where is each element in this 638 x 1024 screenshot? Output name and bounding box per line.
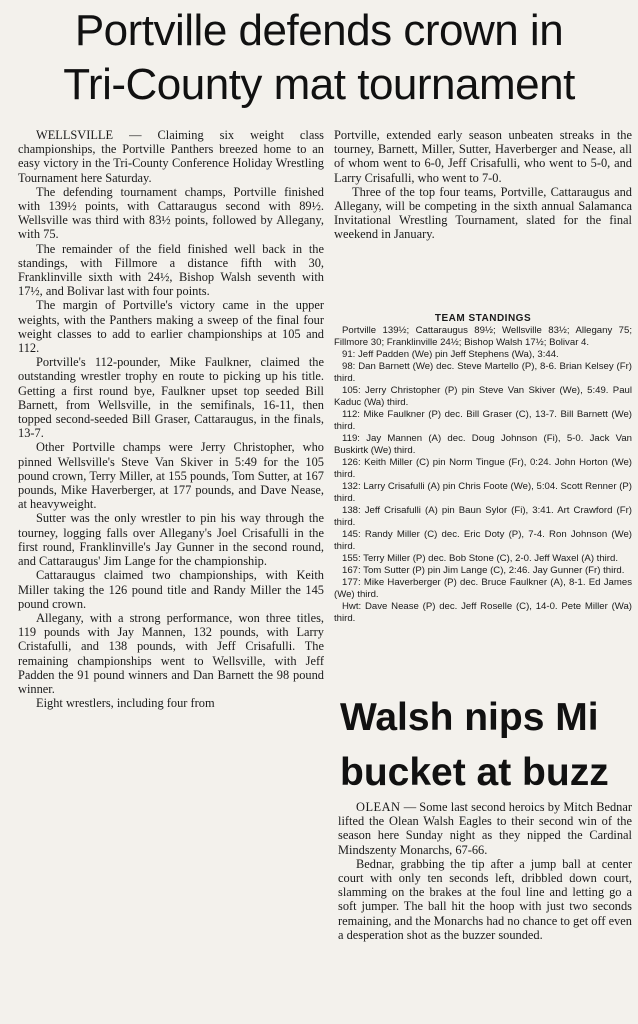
dateline: OLEAN <box>356 800 401 814</box>
article-text: — Some last second heroics by Mitch Bednar lifted the Olean Walsh Eagles to their second win of the season here Sunday night as they nipped the Cardinal Mindszenty Monarchs, 67-66. <box>338 800 632 857</box>
article-paragraph: Portville's 112-pounder, Mike Faulkner, claimed the outstanding wrestler trophy en route to picking up his title. Getting a first round bye, Faulkner upset top seeded Bill Barnett, from Wellsville, in the semifinals, 16-11, then topped second-seeded Bill Graser, Cattaraugus, in the finals, 13-7. <box>18 355 324 441</box>
weight-result: 132: Larry Crisafulli (A) pin Chris Foote (We), 5:04. Scott Renner (P) third. <box>334 481 632 504</box>
article-paragraph: Other Portville champs were Jerry Christopher, who pinned Wellsville's Steve Van Skiver in 5:49 for the 105 pound crown, Terry Miller, at 155 pounds, Tom Sutter, at 167 pounds, Mike Haverberger, at 177 pounds, and Dave Nease, at heavyweight. <box>18 440 324 512</box>
headline-line-2: Tri-County mat tournament <box>63 60 575 109</box>
weight-result: 105: Jerry Christopher (P) pin Steve Van Skiver (We), 5:49. Paul Kaduc (Wa) third. <box>334 385 632 408</box>
article-paragraph: Sutter was the only wrestler to pin his way through the tourney, logging falls over Allegany's Joel Crisafulli in the first round, Franklinville's Jay Gunner in the second round, and Cattaraugus' Jim Lange for the championship. <box>18 511 324 569</box>
article-paragraph: Three of the top four teams, Portville, Cattaraugus and Allegany, will be competing in the sixth annual Salamanca Invitational Wrestling Tournament, slated for the final weekend in January. <box>334 184 632 242</box>
weight-result: 177: Mike Haverberger (P) dec. Bruce Faulkner (A), 8-1. Ed James (We) third. <box>334 577 632 600</box>
article-paragraph: Eight wrestlers, including four from <box>36 696 215 711</box>
article-paragraph: The defending tournament champs, Portville finished with 139½ points, with Cattaraugus second with 89½. Wellsville was third with 83½ points, followed by Allegany, with 75. <box>18 184 324 242</box>
weight-result: Hwt: Dave Nease (P) dec. Jeff Roselle (C), 14-0. Pete Miller (Wa) third. <box>334 601 632 624</box>
standings-teams: Portville 139½; Cattaraugus 89½; Wellsville 83½; Allegany 75; Fillmore 30; Franklinville 24½; Bishop Walsh 17½; Bolivar 4. <box>334 325 632 348</box>
weight-result: 167: Tom Sutter (P) pin Jim Lange (C), 2:46. Jay Gunner (Fr) third. <box>342 565 625 576</box>
weight-result: 91: Jeff Padden (We) pin Jeff Stephens (Wa), 3:44. <box>342 349 559 360</box>
weight-result: 138: Jeff Crisafulli (A) pin Baun Sylor (Fi), 3:41. Art Crawford (Fr) third. <box>334 505 632 528</box>
weight-result: 155: Terry Miller (P) dec. Bob Stone (C), 2-0. Jeff Waxel (A) third. <box>342 553 619 564</box>
article-paragraph: The margin of Portville's victory came in the upper weights, with the Panthers making a sweep of the final four weight classes to add to earlier championships at 105 and 112. <box>18 298 324 356</box>
article-paragraph: Allegany, with a strong performance, won three titles, 119 pounds with Jay Mannen, 132 pounds, with Larry Cristafulli, and 138 pounds, with Jeff Crisafulli. The remaining championships went to Wellsville, with Jeff Padden the 91 pound winners and Dan Barnett the 98 pound winner. <box>18 610 324 696</box>
second-headline-line-1: Walsh nips Mi <box>340 696 599 739</box>
team-standings <box>334 313 632 625</box>
second-headline-line-2: bucket at buzz <box>340 751 609 794</box>
article-paragraph: Portville, extended early season unbeaten streaks in the tourney, Barnett, Miller, Sutter, Haverberger and Nease, all of whom went to 6-0, Jeff Crisafulli, who went to 5-0, and Larry Crisafulli, who went to 7-0. <box>334 128 632 185</box>
second-headline <box>340 690 638 800</box>
weight-result: 112: Mike Faulkner (P) dec. Bill Graser (C), 13-7. Bill Barnett (We) third. <box>334 409 632 432</box>
standings-title: TEAM STANDINGS <box>434 313 532 324</box>
article-paragraph: The remainder of the field finished well back in the standings, with Fillmore a distance fifth with 30, Franklinville sixth with 24½, Bishop Walsh seventh with 17½, and Bolivar last with four points. <box>18 241 324 299</box>
main-headline <box>0 4 638 112</box>
weight-result: 145: Randy Miller (C) dec. Eric Doty (P), 7-4. Ron Johnson (We) third. <box>334 529 632 552</box>
article-2-body <box>338 800 632 942</box>
weight-result: 98: Dan Barnett (We) dec. Steve Martello (P), 8-6. Brian Kelsey (Fr) third. <box>334 361 632 384</box>
weight-result: 119: Jay Mannen (A) dec. Doug Johnson (Fi), 5-0. Jack Van Buskirtk (We) third. <box>334 433 632 456</box>
article-paragraph: WELLSVILLE — Claiming six weight class championships, the Portville Panthers breezed home to an easy victory in the Tri-County Conference Holiday Wrestling Tournament here Saturday. <box>18 128 324 185</box>
headline-line-1: Portville defends crown in <box>74 6 564 55</box>
article-paragraph: Bednar, grabbing the tip after a jump ball at center court with only ten seconds left, dribbled down court, slamming on the brakes at the foul line and letting go a soft jumper. The ball hit the hoop with just two seconds remaining, and the Monarchs had no chance to get off even a desperation shot as the buzzer sounded. <box>338 856 632 942</box>
weight-result: 126: Keith Miller (C) pin Norm Tingue (Fr), 0:24. John Horton (We) third. <box>334 457 632 480</box>
article-paragraph <box>338 800 632 857</box>
article-paragraph: Cattaraugus claimed two championships, with Keith Miller taking the 126 pound title and Randy Miller the 145 pound crown. <box>18 568 324 611</box>
article-column-2 <box>334 128 632 242</box>
article-column-1 <box>18 128 324 710</box>
